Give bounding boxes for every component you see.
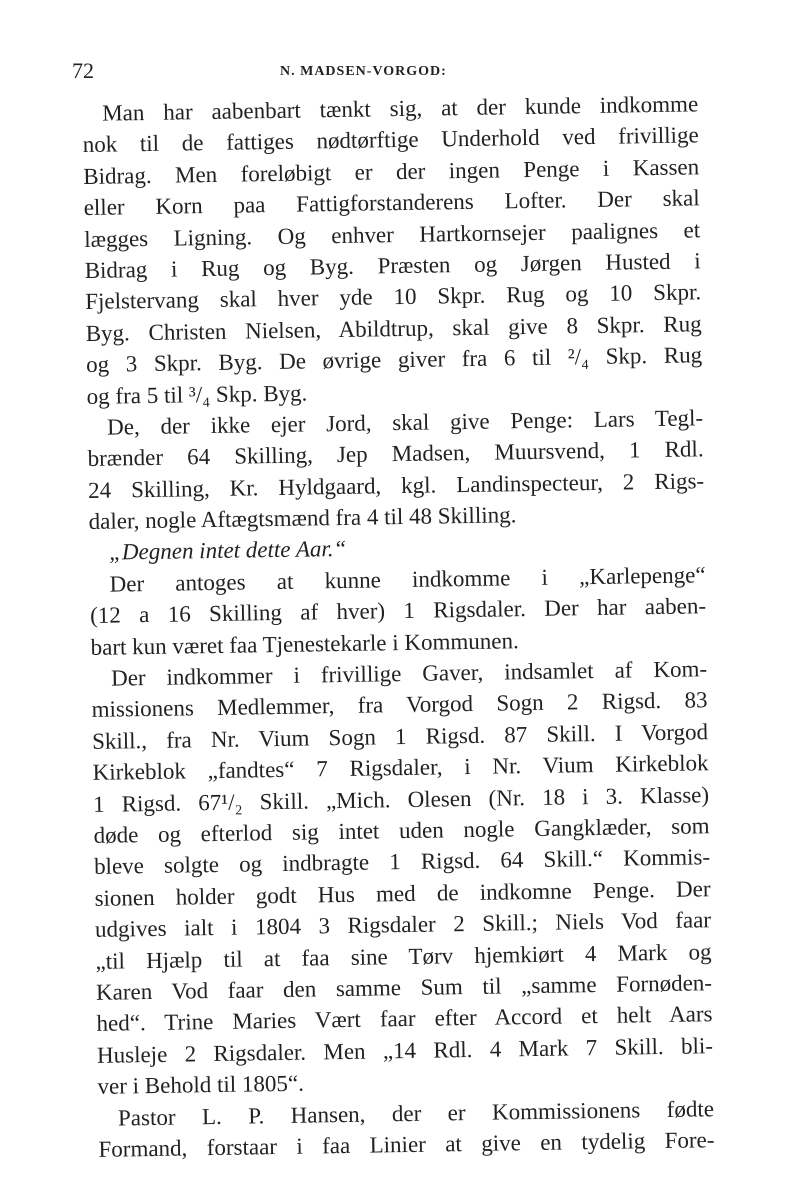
text-line: bleve solgte og indbragte 1 Rigsd. 64 Skill.“ Kommis- [93,844,711,880]
text-line: Der indkommer i frivillige Gaver, indsamlet af Kom- [110,656,708,691]
text-line: 24 Skilling, Kr. Hyldgaard, kgl. Landinspecteur, 2 Rigs- [87,467,705,503]
text-line: bart kun været faa Tjenestekarle i Kommunen. [90,627,519,660]
text-line: Bidrag. Men foreløbigt er der ingen Penge i Kassen [83,154,700,189]
text-line: hed“. Trine Maries Vært faar efter Accord et helt Aars [96,1001,713,1037]
text-line: udgives ialt i 1804 3 Rigsdaler 2 Skill.; Niels Vod faar [94,907,712,943]
text-line: Fjelstervang skal hver yde 10 Skpr. Rug og 10 Skpr. [85,279,702,315]
text-line: 1 Rigsd. 67¹/₂ Skill. „Mich. Olesen (Nr. 18 i 3. Klasse) [92,781,710,817]
text-line: Der antoges at kunne indkomme i „Karlepenge“ [109,562,706,597]
text-line: Formand, forstaar i faa Linier at give en tydelig Fore- [98,1127,715,1162]
text-line: eller Korn paa Fattigforstanderens Lofter. Der skal [83,185,700,221]
text-line: missionens Medlemmer, fra Vorgod Sogn 2 Rigsd. 83 [91,687,708,723]
text-line: brænder 64 Skilling, Jep Madsen, Muursvend, 1 Rdl. [87,436,704,472]
text-line: døde og efterlod sig intet uden nogle Gangklæder, som [93,813,710,848]
text-line: „til Hjælp til at faa sine Tørv hjemkiørt 4 Mark og [95,938,712,974]
text-line: daler, nogle Aftægtsmænd fra 4 til 48 Skilling. [88,502,517,535]
page-number: 72 [72,58,94,83]
text-line: og fra 5 til ³/₄ Skp. Byg. [86,380,308,409]
text-line: lægges Ligning. Og enhver Hartkornsejer paalignes et [84,216,701,252]
body-text [82,88,715,1165]
text-line: Skill., fra Nr. Vium Sogn 1 Rigsd. 87 Skill. I Vorgod [91,719,709,754]
page-header [72,58,712,88]
text-line: Pastor L. P. Hansen, der er Kommissionens fødte [117,1095,715,1131]
running-head: N. MADSEN-VORGOD: [280,64,447,79]
text-line: Kirkeblok „fandtes“ 7 Rigsdaler, i Nr. Vium Kirkeblok [92,750,709,786]
text-line: sionen holder godt Hus med de indkomne Penge. Der [94,875,711,911]
text-line: Bidrag i Rug og Byg. Præsten og Jørgen Husted i [84,248,701,283]
text-line: ver i Behold til 1805“. [97,1070,305,1099]
text-line: Man har aabenbart tænkt sig, at der kunde indkomme [102,91,699,126]
text-line: De, der ikke ejer Jord, skal give Penge: Lars Tegl- [106,405,704,440]
text-line: Karen Vod faar den samme Sum til „samme Fornøden- [95,970,713,1005]
text-line: (12 a 16 Skilling af hver) 1 Rigsdaler. Der har aaben- [89,593,707,629]
text-line: Byg. Christen Nielsen, Abildtrup, skal give 8 Skpr. Rug [85,311,702,346]
text-line: nok til de fattiges nødtørftige Underhold ved frivillige [82,122,699,158]
text-line: og 3 Skpr. Byg. De øvrige giver fra 6 til ²/₄ Skp. Rug [85,342,703,378]
text-line: „Degnen intet dette Aar.“ [108,536,347,566]
text-line: Husleje 2 Rigsdaler. Men „14 Rdl. 4 Mark 7 Skill. bli- [96,1032,714,1068]
